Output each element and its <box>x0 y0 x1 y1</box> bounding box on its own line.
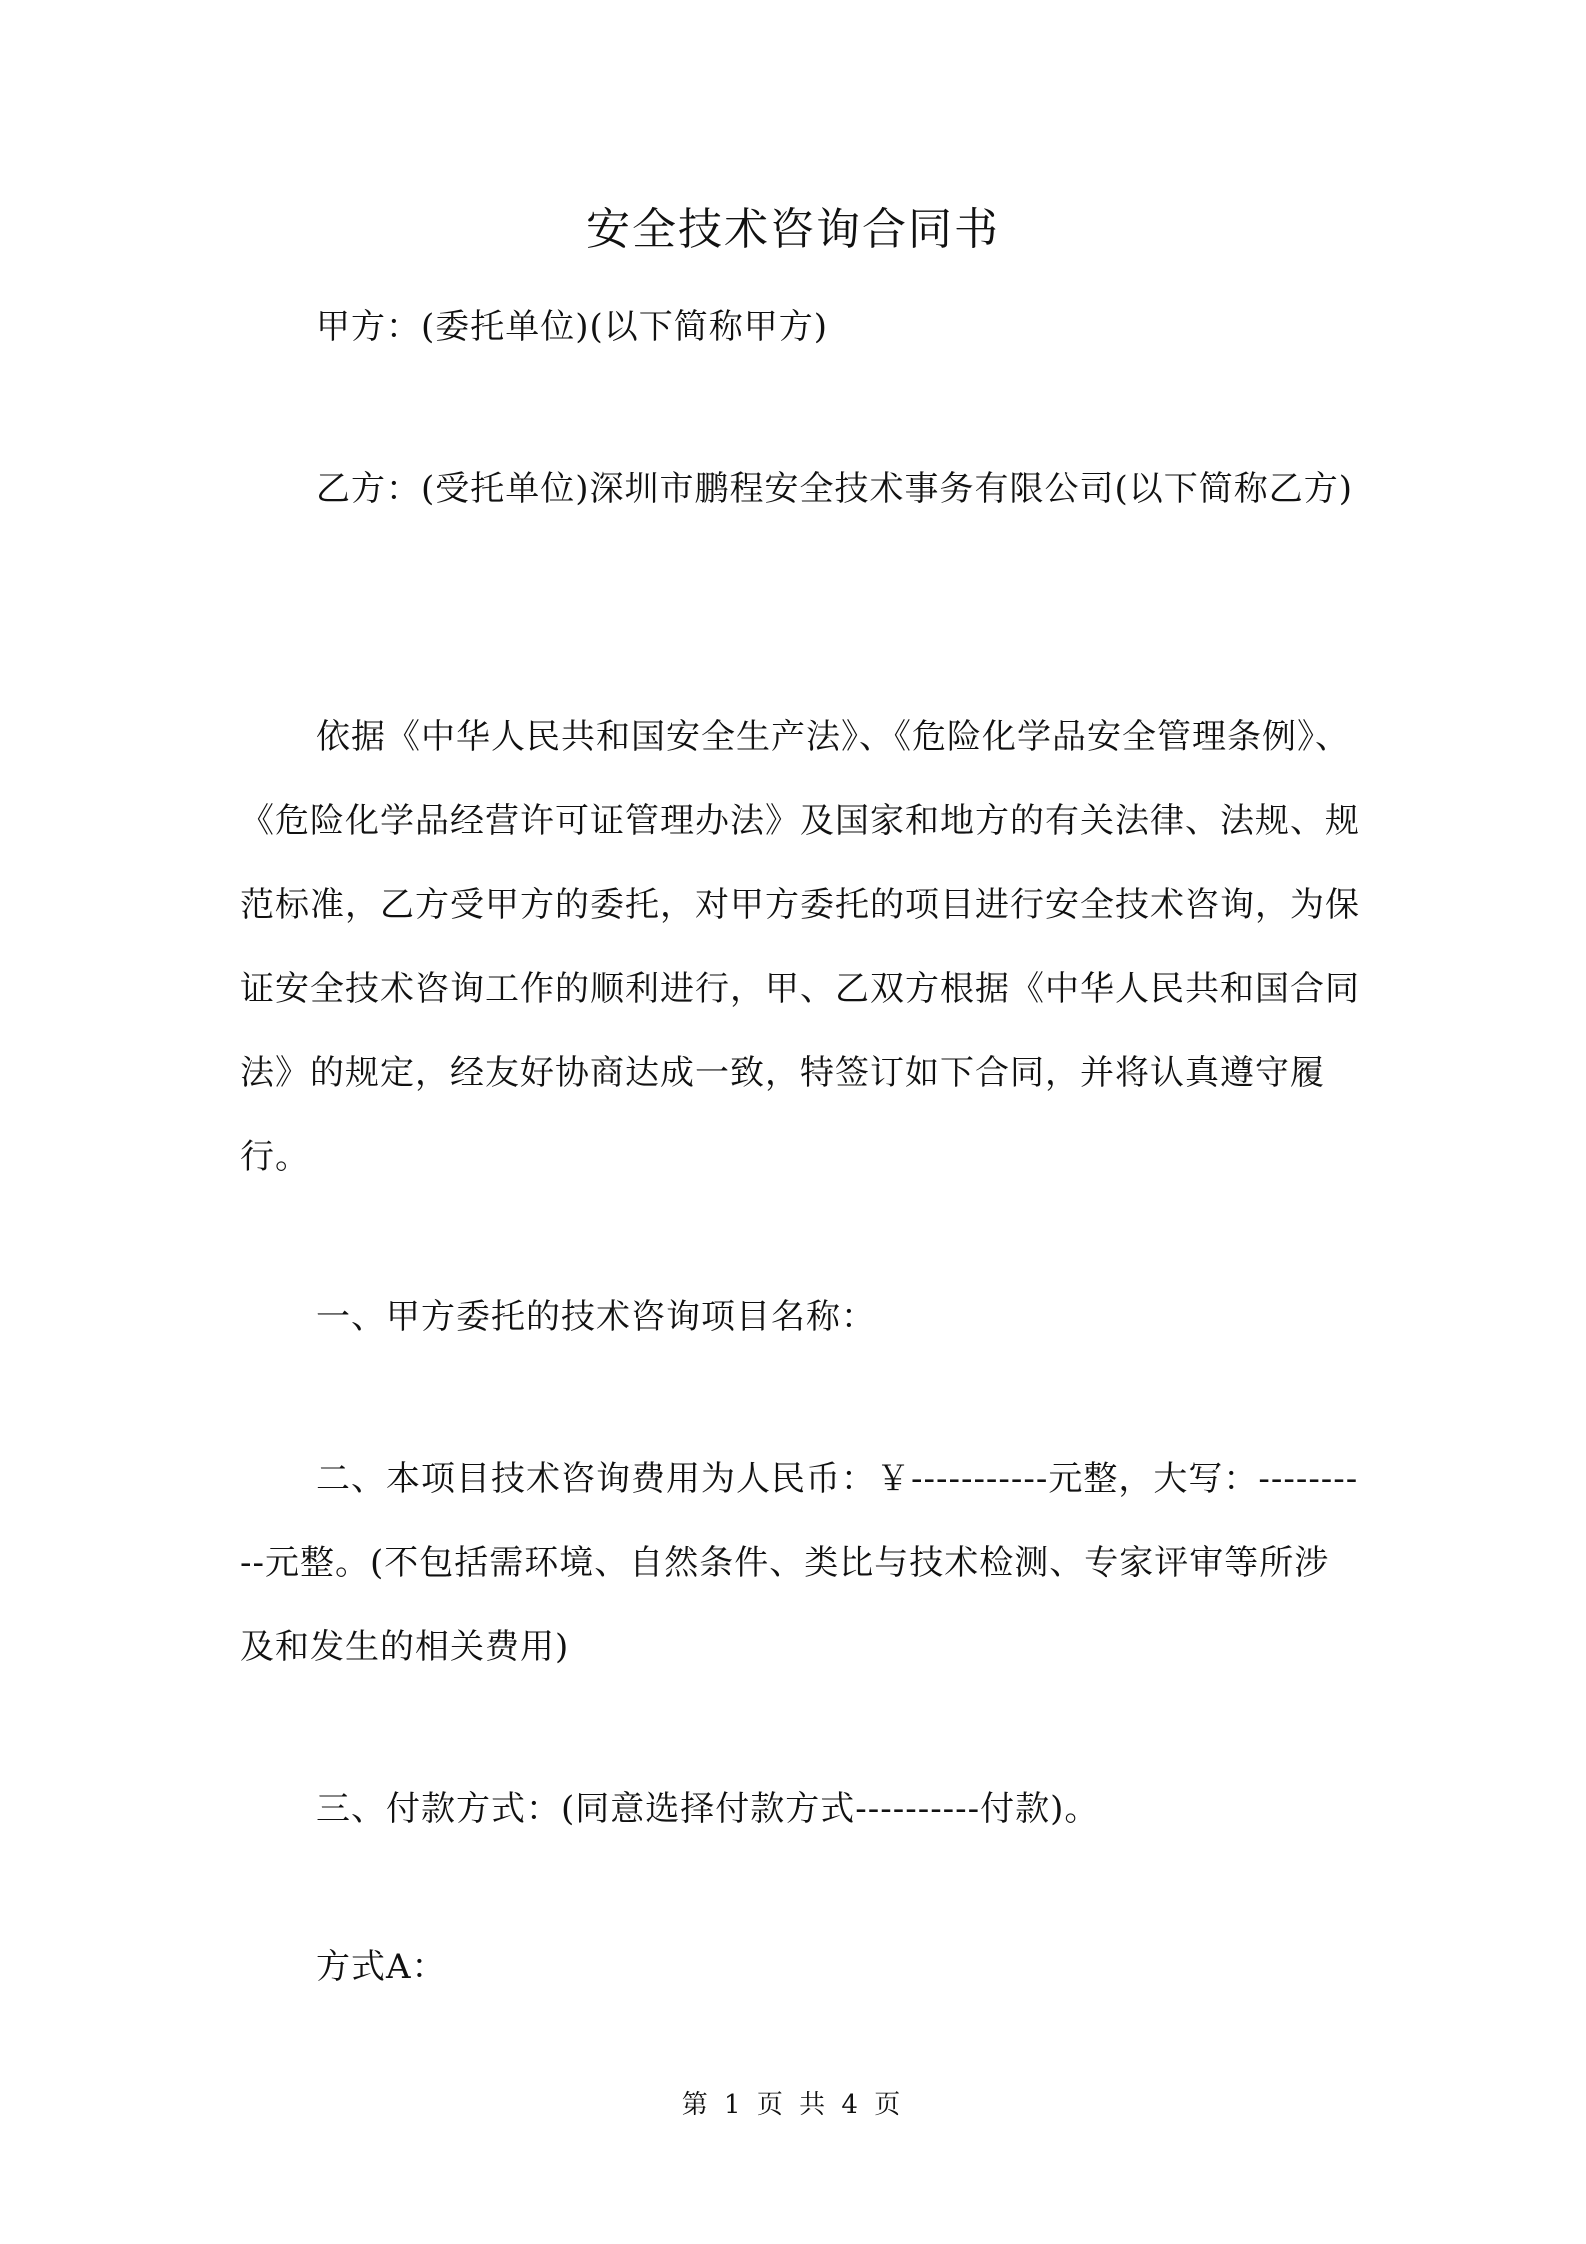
method-a-paragraph: 方式A： <box>316 1947 447 1987</box>
clause-2-paragraph: 二、本项目技术咨询费用为人民币：￥-----------元整，大写：----------元整。(不包括需环境、自然条件、类比与技术检测、专家评审等所涉及和发生的相关费用) <box>240 1459 1359 1667</box>
page-indicator: 第 1 页 共 4 页 <box>681 2090 905 2120</box>
party-b-paragraph: 乙方：(受托单位)深圳市鹏程安全技术事务有限公司(以下简称乙方) <box>316 469 1354 509</box>
document-title: 安全技术咨询合同书 <box>586 204 1000 255</box>
preamble-paragraph: 依据《中华人民共和国安全生产法》、《危险化学品安全管理条例》、《危险化学品经营许可证管理办法》及国家和地方的有关法律、法规、规范标准，乙方受甲方的委托，对甲方委托的项目进行安全技术咨询，为保证安全技术咨询工作的顺利进行，甲、乙双方根据《中华人民共和国合同法》的规定，经友好协商达成一致，特签订如下合同，并将认真遵守履行。 <box>240 717 1360 1177</box>
clause-3-paragraph: 三、付款方式：(同意选择付款方式----------付款)。 <box>316 1789 1100 1829</box>
clause-1-paragraph: 一、甲方委托的技术咨询项目名称： <box>316 1297 876 1337</box>
party-a-paragraph: 甲方：(委托单位)(以下简称甲方) <box>316 307 829 347</box>
